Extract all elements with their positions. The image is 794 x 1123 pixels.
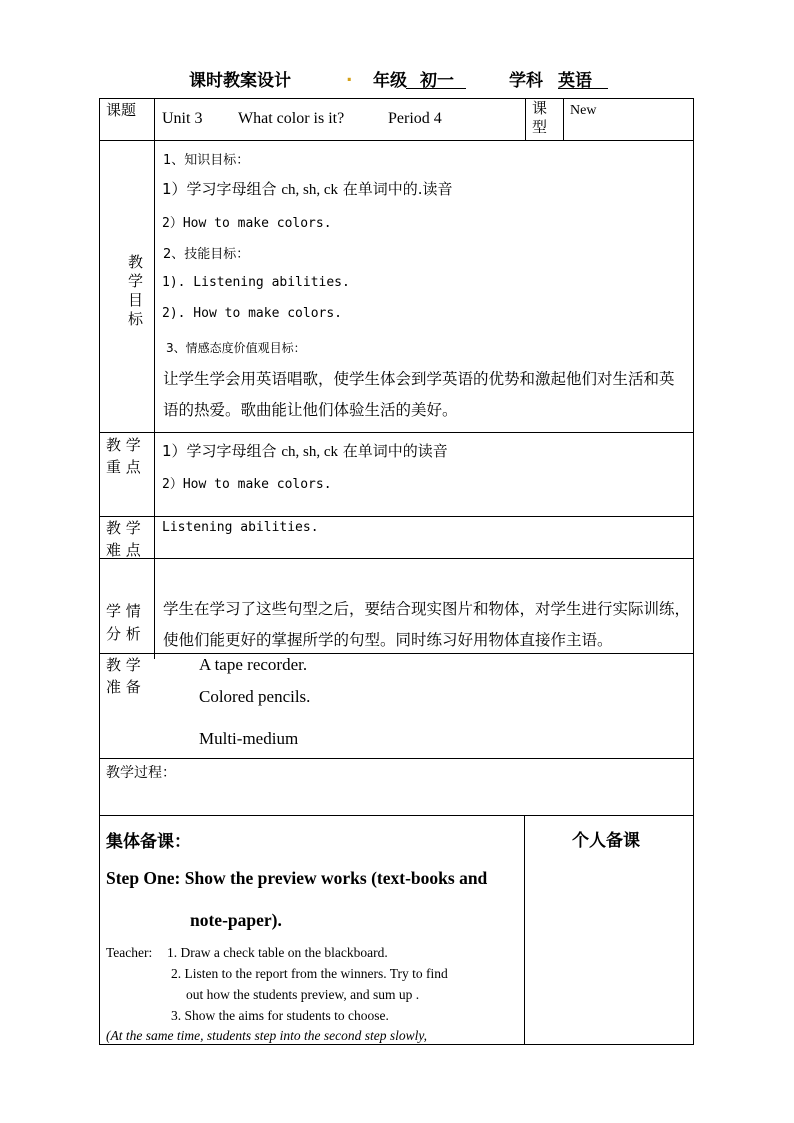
topic-period: Period 4 bbox=[388, 110, 442, 127]
type-column-divider bbox=[525, 98, 526, 141]
key-label-line-1: 教 学 bbox=[106, 436, 141, 454]
skill-item-1: 1). Listening abilities. bbox=[162, 275, 350, 290]
subject-value: 英语 bbox=[558, 71, 592, 91]
row-divider bbox=[99, 653, 694, 654]
teacher-item-2-line-1: 2. Listen to the report from the winners. Try to find bbox=[171, 966, 448, 981]
emotion-heading: 3、情感态度价值观目标： bbox=[166, 341, 306, 355]
type-label bbox=[532, 99, 547, 137]
analysis-label-line-2: 分 析 bbox=[106, 625, 141, 643]
header-dot: . bbox=[346, 66, 353, 86]
teacher-item-1: 1. Draw a check table on the blackboard. bbox=[167, 945, 388, 960]
row-divider bbox=[99, 558, 694, 559]
row-divider bbox=[99, 140, 694, 141]
type-value: New bbox=[570, 103, 597, 118]
knowledge-item-1 bbox=[162, 178, 453, 199]
emotion-line-1: 让学生学会用英语唱歌，使学生体会到学英语的优势和激起他们对生活和英 bbox=[163, 370, 675, 388]
knowledge-item-2: 2）How to make colors. bbox=[162, 216, 332, 231]
objectives-label-char: 标 bbox=[128, 310, 144, 328]
teacher-label: Teacher: bbox=[106, 945, 153, 960]
grade-label: 年级 bbox=[373, 71, 407, 91]
table-border-bottom bbox=[99, 1044, 694, 1045]
analysis-line-2: 使他们能更好的掌握所学的句型。同时练习好用物体直接作主语。 bbox=[163, 631, 613, 649]
knowledge-item-1-letters: ch, sh, ck bbox=[281, 182, 338, 198]
table-border-top bbox=[99, 98, 694, 99]
skill-item-2: 2). How to make colors. bbox=[162, 306, 343, 321]
key-item-1 bbox=[162, 440, 448, 461]
bottom-column-divider bbox=[524, 815, 525, 1045]
objectives-label-char: 目 bbox=[128, 291, 144, 309]
process-note: (At the same time, students step into the second step slowly, bbox=[106, 1028, 427, 1043]
objectives-label-char: 教 bbox=[128, 253, 144, 271]
key-item-1-letters: ch, sh, ck bbox=[281, 444, 338, 460]
key-label-line-2: 重 点 bbox=[106, 458, 141, 476]
key-item-1-prefix: 1）学习字母组合 bbox=[162, 442, 277, 460]
analysis-label-line-1: 学 情 bbox=[106, 602, 141, 620]
emotion-line-2: 语的热爱。歌曲能让他们体验生活的美好。 bbox=[163, 401, 458, 419]
prep-item: A tape recorder. bbox=[199, 655, 308, 674]
key-item-2: 2）How to make colors. bbox=[162, 477, 332, 492]
type-label-char: 型 bbox=[532, 118, 548, 136]
analysis-line-1: 学生在学习了这些句型之后，要结合现实图片和物体，对学生进行实际训练， bbox=[163, 600, 691, 618]
teacher-item-3: 3. Show the aims for students to choose. bbox=[171, 1008, 389, 1023]
table-border-right bbox=[693, 98, 694, 1045]
row-divider bbox=[99, 815, 694, 816]
prep-item: Colored pencils. bbox=[199, 687, 311, 706]
page-header bbox=[0, 66, 794, 92]
row-divider bbox=[99, 516, 694, 517]
row-divider bbox=[99, 758, 694, 759]
difficult-label-line-1: 教 学 bbox=[106, 519, 141, 537]
process-label: 教学过程： bbox=[106, 765, 176, 781]
table-border-left bbox=[99, 98, 100, 1045]
page-title: 课时教案设计 bbox=[189, 71, 291, 91]
skill-heading: 2、技能目标： bbox=[163, 247, 250, 262]
step-one-line-2: note-paper). bbox=[190, 910, 282, 930]
prep-label-line-2: 准 备 bbox=[106, 678, 141, 696]
knowledge-item-1-prefix: 1）学习字母组合 bbox=[162, 180, 277, 198]
type-column-divider bbox=[563, 98, 564, 141]
subject-field bbox=[558, 66, 608, 89]
topic-label: 课题 bbox=[106, 101, 137, 119]
personal-title: 个人备课 bbox=[572, 831, 640, 851]
knowledge-item-1-suffix: 在单词中的.读音 bbox=[342, 180, 453, 198]
topic-unit: Unit 3 bbox=[162, 110, 203, 127]
key-item-1-suffix: 在单词中的读音 bbox=[342, 442, 448, 460]
step-one-line-1: Step One: Show the preview works (text-books and bbox=[106, 868, 488, 888]
difficult-label-line-2: 难 点 bbox=[106, 541, 141, 559]
grade-field bbox=[406, 66, 466, 89]
collective-title: 集体备课： bbox=[106, 832, 191, 852]
topic-title: What color is it? bbox=[238, 110, 345, 127]
grade-value: 初一 bbox=[420, 71, 454, 91]
prep-label-line-1: 教 学 bbox=[106, 656, 141, 674]
objectives-label-char: 学 bbox=[128, 272, 144, 290]
teacher-item-2-line-2: out how the students preview, and sum up . bbox=[186, 987, 420, 1002]
type-label-char: 课 bbox=[532, 99, 548, 117]
label-column-divider bbox=[154, 98, 155, 659]
objectives-label bbox=[128, 253, 146, 329]
knowledge-heading: 1、知识目标： bbox=[163, 153, 250, 168]
row-divider bbox=[99, 432, 694, 433]
subject-label: 学科 bbox=[509, 71, 543, 91]
prep-item: Multi-medium bbox=[199, 729, 299, 748]
difficult-text: Listening abilities. bbox=[162, 520, 319, 535]
